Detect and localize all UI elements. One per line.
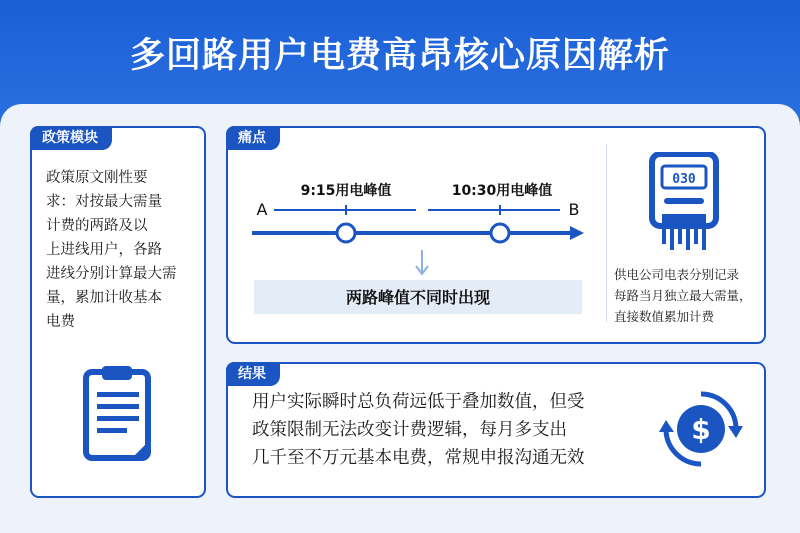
result-tag: 结果	[226, 362, 280, 386]
meter-reading: 030	[672, 172, 696, 187]
electric-meter-icon	[648, 152, 720, 256]
pain-card	[226, 126, 766, 344]
point-a-label: A	[256, 200, 268, 219]
policy-line: 求：对按最大需量	[46, 194, 162, 210]
result-line: 政策限制无法改变计费逻辑，每月多支出	[252, 420, 567, 440]
timeline-arrowhead	[570, 226, 584, 240]
peak1-marker	[337, 224, 355, 242]
peak2-label: 10:30用电峰值	[451, 183, 553, 199]
policy-line: 电费	[46, 314, 75, 330]
meter-caption	[614, 264, 766, 327]
result-card	[226, 362, 766, 498]
policy-tag: 政策模块	[30, 126, 112, 150]
pain-divider	[606, 144, 607, 322]
pain-tag: 痛点	[226, 126, 280, 150]
conclusion-text: 两路峰值不同时出现	[345, 288, 491, 307]
result-line: 用户实际瞬时总负荷远低于叠加数值，但受	[252, 392, 585, 412]
result-line: 几千至不万元基本电费，常规申报沟通无效	[252, 448, 585, 468]
policy-line: 量，累加计收基本	[46, 290, 162, 306]
page-title: 多回路用户电费高昂核心原因解析	[129, 36, 670, 76]
policy-line: 进线分别计算最大需	[46, 266, 177, 282]
policy-line: 政策原文刚性要	[46, 170, 148, 186]
svg-text:$: $	[691, 413, 711, 446]
policy-card	[30, 126, 206, 498]
policy-text	[46, 166, 194, 334]
meter-caption-line: 供电公司电表分别记录	[614, 267, 740, 282]
clipboard-document-icon	[82, 364, 158, 464]
meter-caption-line: 直接数值累加计费	[614, 309, 715, 324]
policy-line: 上进线用户，各路	[46, 242, 162, 258]
peak1-label: 9:15用电峰值	[300, 183, 392, 199]
point-b-label: B	[568, 200, 580, 219]
meter-caption-line: 每路当月独立最大需量，	[614, 288, 752, 303]
peak2-marker	[491, 224, 509, 242]
dollar-cycle-icon	[658, 386, 744, 472]
timeline-diagram	[228, 128, 608, 342]
result-text	[252, 388, 642, 472]
policy-line: 计费的两路及以	[46, 218, 148, 234]
